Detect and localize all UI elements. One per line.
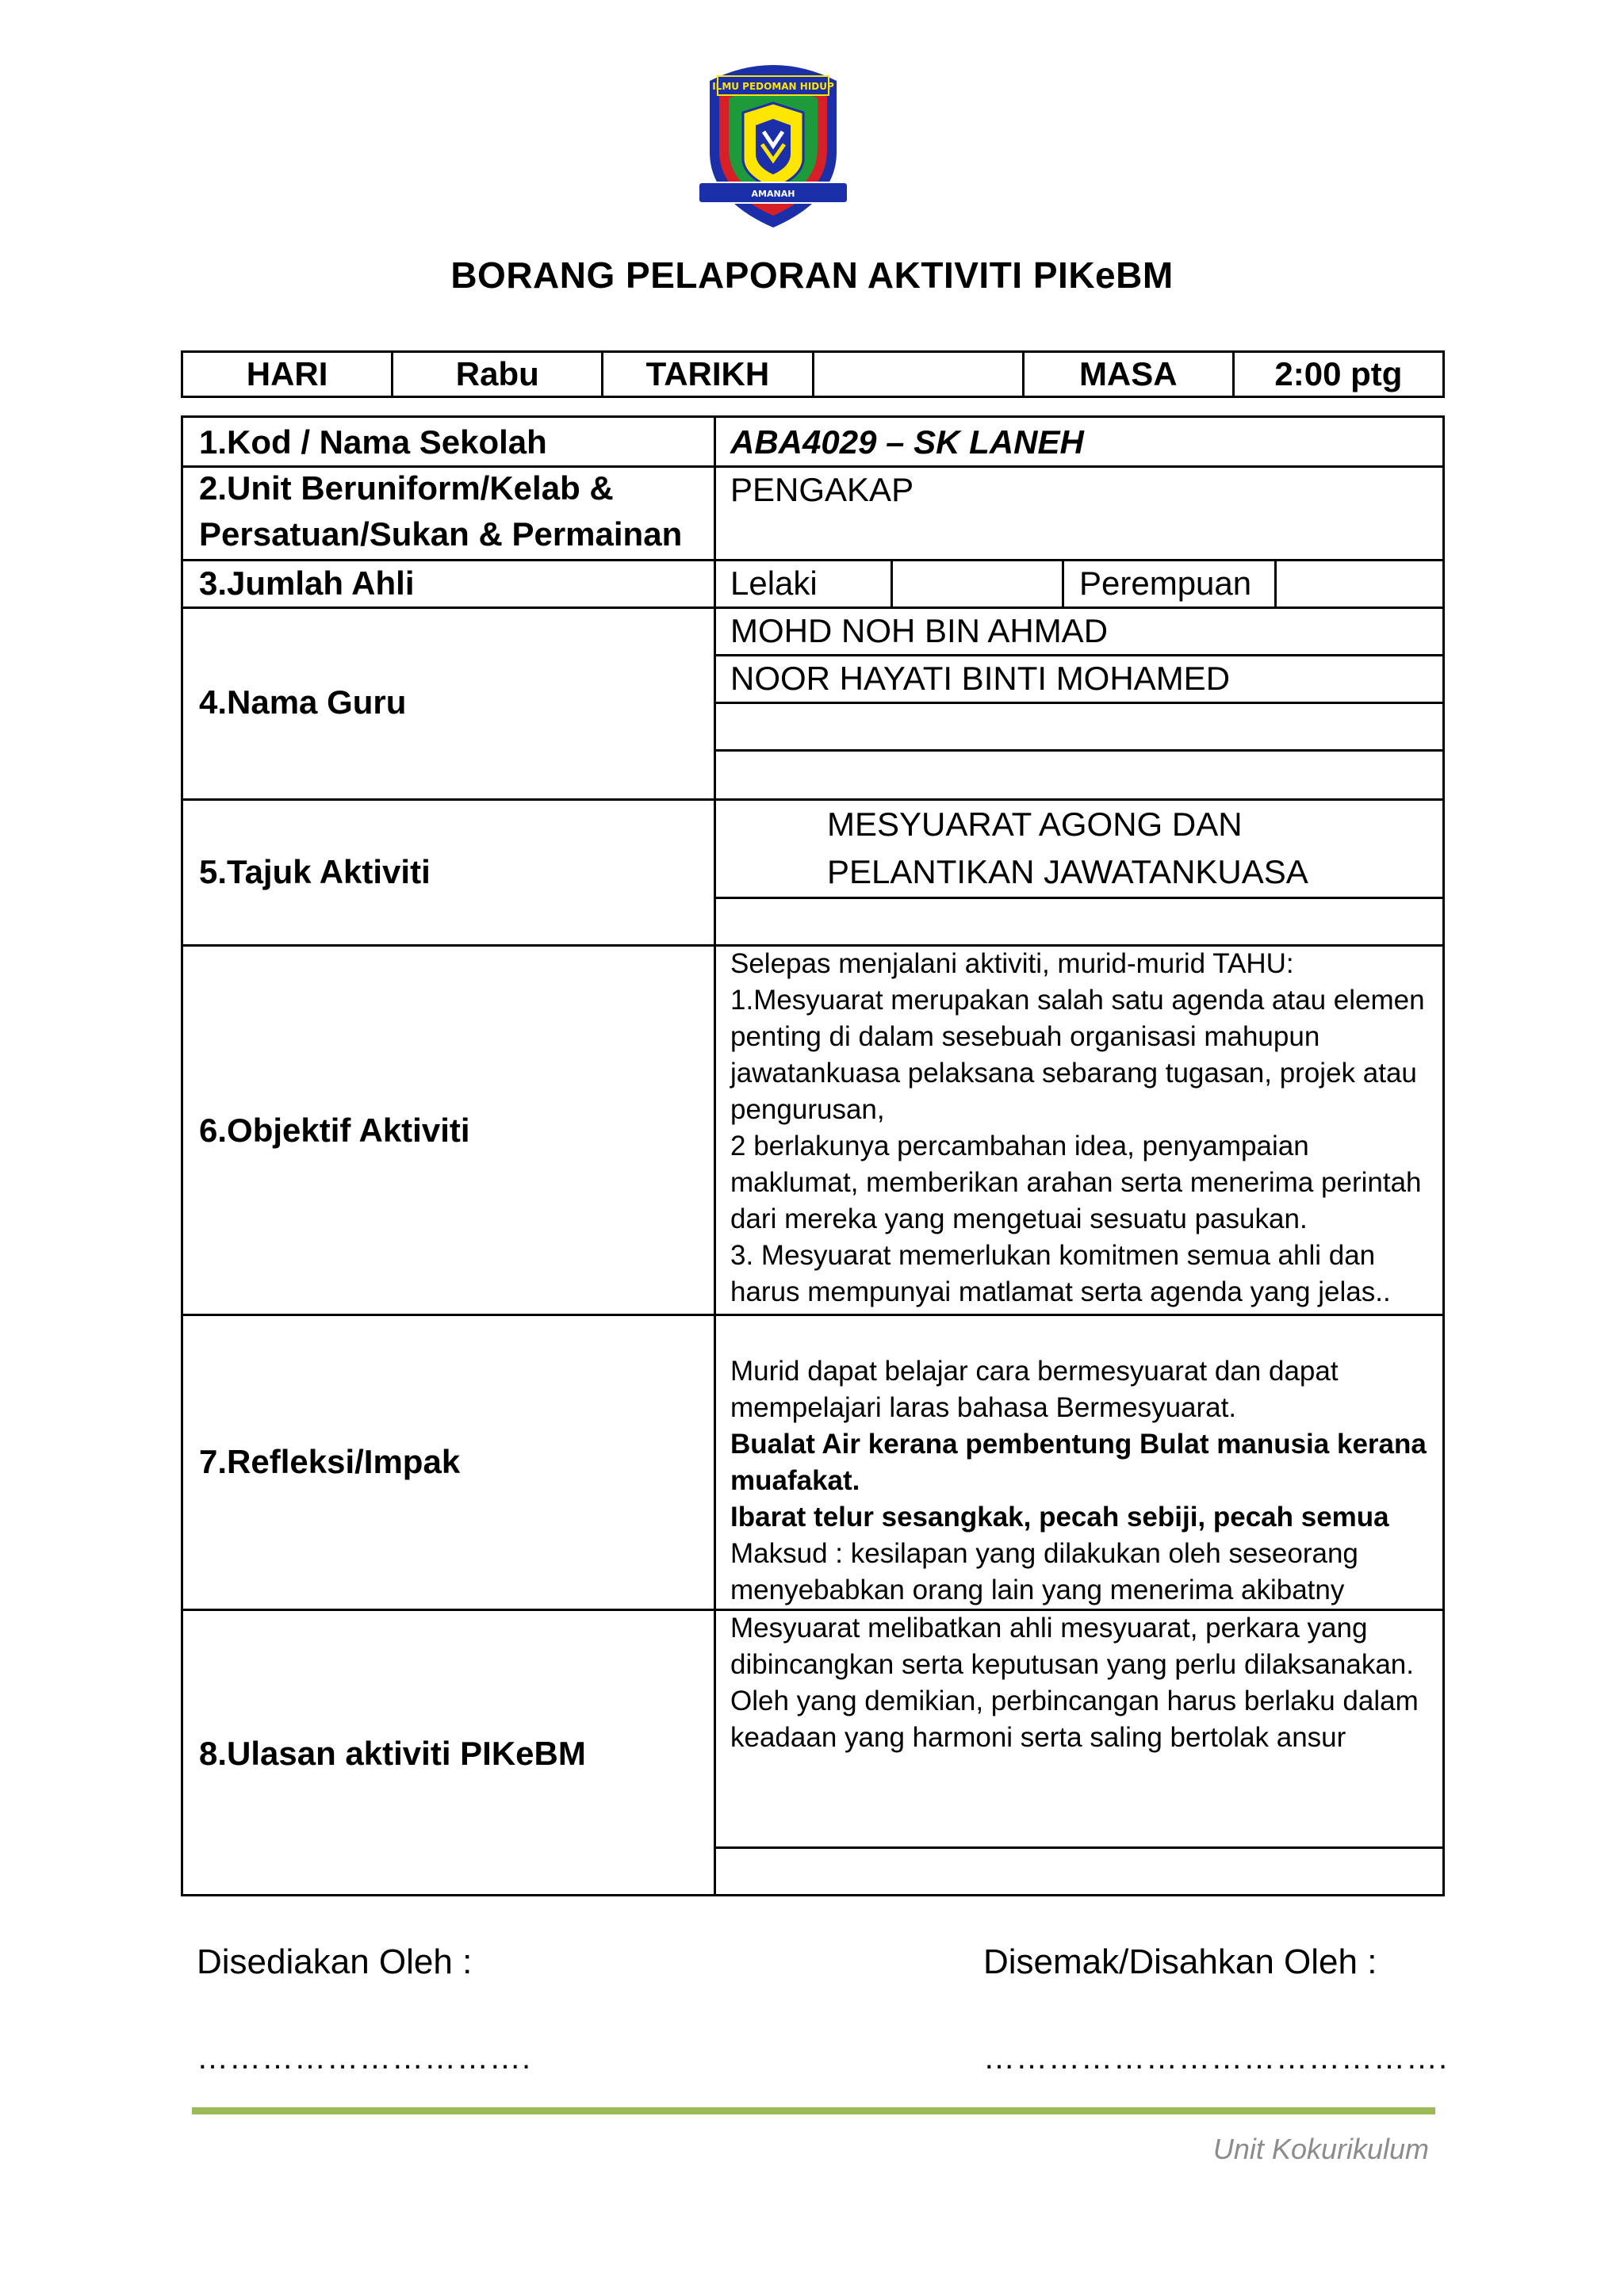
refleksi-line: menyebabkan orang lain yang menerima akibatny [730, 1575, 1345, 1605]
objektif-line: maklumat, memberikan arahan serta menerima perintah [730, 1167, 1422, 1198]
footer-divider [192, 2107, 1435, 2114]
hari-label: HARI [183, 353, 393, 396]
objektif-line: 3. Mesyuarat memerlukan komitmen semua ahli dan [730, 1240, 1376, 1271]
kod-sekolah-value[interactable]: ABA4029 – SK LANEH [730, 423, 1084, 461]
crest-ribbon-text: AMANAH [751, 189, 795, 199]
masa-label: MASA [1025, 353, 1235, 396]
refleksi-bold-line: Bualat Air kerana pembentung Bulat manusia kerana [730, 1429, 1427, 1460]
objektif-text[interactable] [730, 946, 1436, 1311]
refleksi-line: mempelajari laras bahasa Bermesyuarat. [730, 1392, 1237, 1423]
unit-value[interactable]: PENGAKAP [730, 471, 914, 508]
ulasan-text[interactable] [730, 1610, 1436, 1756]
refleksi-line: Maksud : kesilapan yang dilakukan oleh seseorang [730, 1538, 1358, 1569]
guru-name-1[interactable]: MOHD NOH BIN AHMAD [730, 612, 1109, 649]
objektif-line: 2 berlakunya percambahan idea, penyampaian [730, 1131, 1309, 1161]
tajuk-aktiviti-label: 5.Tajuk Aktiviti [199, 853, 431, 890]
guru-name-2[interactable]: NOOR HAYATI BINTI MOHAMED [730, 660, 1231, 697]
refleksi-text[interactable] [730, 1353, 1436, 1609]
verified-by-signature-line[interactable]: ……………………………………. [983, 2041, 1449, 2076]
ulasan-line: dibincangkan serta keputusan yang perlu dilaksanakan. [730, 1649, 1414, 1680]
form-title: BORANG PELAPORAN AKTIVITI PIKeBM [450, 254, 1174, 296]
refleksi-impak-label: 7.Refleksi/Impak [199, 1443, 461, 1480]
objektif-line: pengurusan, [730, 1094, 885, 1125]
refleksi-line: Murid dapat belajar cara bermesyuarat dan dapat [730, 1356, 1339, 1387]
crest-banner-text: ILMU PEDOMAN HIDUP [712, 81, 834, 92]
objektif-line: dari mereka yang mengetuai sesuatu pasukan. [730, 1203, 1308, 1234]
footer-unit-name: Unit Kokurikulum [1212, 2133, 1429, 2165]
prepared-by-label: Disediakan Oleh : [197, 1942, 473, 1981]
ulasan-aktiviti-label: 8.Ulasan aktiviti PIKeBM [199, 1735, 586, 1772]
lelaki-label: Lelaki [730, 564, 818, 602]
tajuk-line-1[interactable]: MESYUARAT AGONG DAN [827, 806, 1243, 843]
objektif-line: 1.Mesyuarat merupakan salah satu agenda atau elemen [730, 985, 1425, 1016]
masa-value[interactable]: 2:00 ptg [1274, 355, 1403, 392]
report-form-table [181, 415, 1445, 1896]
ulasan-line: Mesyuarat melibatkan ahli mesyuarat, perkara yang [730, 1613, 1368, 1644]
info-table [181, 350, 1445, 398]
refleksi-bold-line: muafakat. [730, 1465, 860, 1496]
kod-sekolah-label: 1.Kod / Nama Sekolah [199, 423, 547, 461]
verified-by-label: Disemak/Disahkan Oleh : [983, 1942, 1377, 1981]
objektif-line: jawatankuasa pelaksana sebarang tugasan, projek atau [730, 1058, 1417, 1089]
prepared-by-signature-line[interactable]: …………………………. [197, 2041, 532, 2076]
tarikh-label: TARIKH [603, 353, 814, 396]
ulasan-line: Oleh yang demikian, perbincangan harus berlaku dalam [730, 1686, 1419, 1716]
hari-value[interactable]: Rabu [393, 353, 603, 396]
objektif-aktiviti-label: 6.Objektif Aktiviti [199, 1112, 470, 1149]
tajuk-line-2[interactable]: PELANTIKAN JAWATANKUASA [827, 853, 1308, 890]
perempuan-label: Perempuan [1079, 564, 1252, 602]
jumlah-ahli-label: 3.Jumlah Ahli [199, 564, 415, 602]
objektif-line: harus mempunyai matlamat serta agenda yang jelas.. [730, 1276, 1391, 1307]
tarikh-value[interactable] [814, 353, 1025, 396]
objektif-line: Selepas menjalani aktiviti, murid-murid TAHU: [730, 948, 1294, 979]
refleksi-bold-line: Ibarat telur sesangkak, pecah sebiji, pecah semua [730, 1502, 1389, 1533]
unit-label-line1: 2.Unit Beruniform/Kelab & [199, 469, 614, 507]
nama-guru-label: 4.Nama Guru [199, 683, 407, 721]
unit-label-line2: Persatuan/Sukan & Permainan [199, 515, 683, 553]
objektif-line: penting di dalam sesebuah organisasi mahupun [730, 1021, 1320, 1052]
school-crest-logo [694, 49, 852, 233]
ulasan-line: keadaan yang harmoni serta saling bertolak ansur [730, 1722, 1346, 1753]
